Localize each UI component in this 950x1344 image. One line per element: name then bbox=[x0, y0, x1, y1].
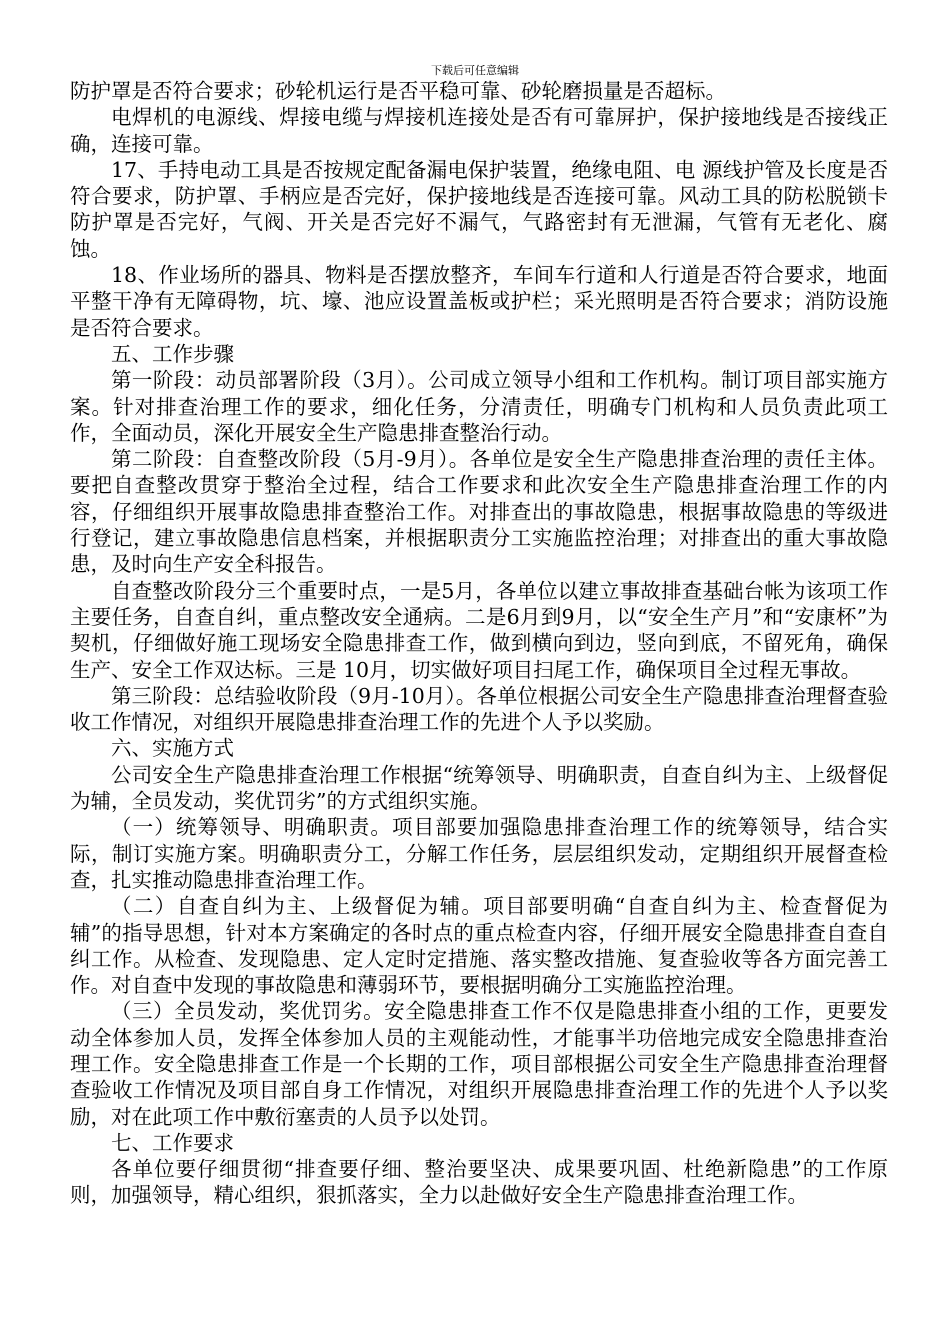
paragraph: 自查整改阶段分三个重要时点，一是5月，各单位以建立事故排查基础台帐为该项工作主要任务，自查自纠，重点整改安全通病。二是6月到9月，以“安全生产月”和“安康杯”为契机，仔细做好施工现场安全隐患排查工作，做到横向到边，竖向到底，不留死角，确保生产、安全工作双达标。三是 10月，切实做好项目扫尾工作，确保项目全过程无事故。 bbox=[70, 578, 888, 682]
document-body bbox=[70, 78, 888, 1209]
paragraph: 防护罩是否符合要求；砂轮机运行是否平稳可靠、砂轮磨损量是否超标。 bbox=[70, 79, 726, 103]
paragraph: （一）统筹领导、明确职责。项目部要加强隐患排查治理工作的统筹领导，结合实际，制订实施方案。明确职责分工，分解工作任务，层层组织发动，定期组织开展督查检查，扎实推动隐患排查治理工作。 bbox=[70, 815, 888, 892]
paragraph: 七、工作要求 bbox=[111, 1130, 234, 1155]
paragraph: 第三阶段：总结验收阶段（9月-10月）。各单位根据公司安全生产隐患排查治理督查验收工作情况，对组织开展隐患排查治理工作的先进个人予以奖励。 bbox=[70, 683, 888, 735]
paragraph: 各单位要仔细贯彻“排查要仔细、整治要坚决、成果要巩固、杜绝新隐患”的工作原则，加强领导，精心组织，狠抓落实，全力以赴做好安全生产隐患排查治理工作。 bbox=[70, 1157, 888, 1208]
paragraph: 五、工作步骤 bbox=[111, 341, 234, 366]
paragraph: 第一阶段：动员部署阶段（3月）。公司成立领导小组和工作机构。制订项目部实施方案。针对排查治理工作的要求，细化任务，分清责任，明确专门机构和人员负责此项工作，全面动员，深化开展安全生产隐患排查整治行动。 bbox=[70, 368, 888, 445]
paragraph: 第二阶段：自查整改阶段（5月-9月）。各单位是安全生产隐患排查治理的责任主体。要把自查整改贯穿于整治全过程，结合工作要求和此次安全生产隐患排查治理工作的内容，仔细组织开展事故隐患排查整治工作。对排查出的事故隐患，根据事故隐患的等级进行登记，建立事故隐患信息档案，并根据职责分工实施监控治理；对排查出的重大事故隐患，及时向生产安全科报告。 bbox=[70, 447, 888, 577]
paragraph: 17、手持电动工具是否按规定配备漏电保护装置，绝缘电阻、电 源线护管及长度是否符合要求，防护罩、手柄应是否完好，保护接地线是否连接可靠。风动工具的防松脱锁卡防护罩是否完好，气阀、开关是否完好不漏气，气路密封有无泄漏，气管有无老化、腐蚀。 bbox=[70, 157, 888, 261]
paragraph: 公司安全生产隐患排查治理工作根据“统筹领导、明确职责，自查自纠为主、上级督促为辅，全员发动，奖优罚劣”的方式组织实施。 bbox=[70, 762, 888, 814]
paragraph: 18、作业场所的器具、物料是否摆放整齐，车间车行道和人行道是否符合要求，地面平整干净有无障碍物，坑、壕、池应设置盖板或护栏；采光照明是否符合要求；消防设施是否符合要求。 bbox=[70, 263, 888, 340]
paragraph: 六、实施方式 bbox=[111, 736, 234, 761]
paragraph: （二）自查自纠为主、上级督促为辅。项目部要明确“自查自纠为主、检查督促为辅”的指导思想，针对本方案确定的各时点的重点检查内容，仔细开展安全隐患排查自查自纠工作。从检查、发现隐患、定人定时定措施、落实整改措施、复查验收等各方面完善工作。对自查中发现的事故隐患和薄弱环节，要根据明确分工实施监控治理。 bbox=[70, 894, 888, 998]
page-header-note: 下载后可任意编辑 bbox=[431, 64, 519, 77]
paragraph: 电焊机的电源线、焊接电缆与焊接机连接处是否有可靠屏护，保护接地线是否接线正确，连接可靠。 bbox=[70, 105, 888, 156]
paragraph: （三）全员发动，奖优罚劣。安全隐患排查工作不仅是隐患排查小组的工作，更要发动全体参加人员，发挥全体参加人员的主观能动性，才能事半功倍地完成安全隐患排查治理工作。安全隐患排查工作是一个长期的工作，项目部根据公司安全生产隐患排查治理督查验收工作情况及项目部自身工作情况，对组织开展隐患排查治理工作的先进个人予以奖励，对在此项工作中敷衍塞责的人员予以处罚。 bbox=[70, 999, 888, 1129]
